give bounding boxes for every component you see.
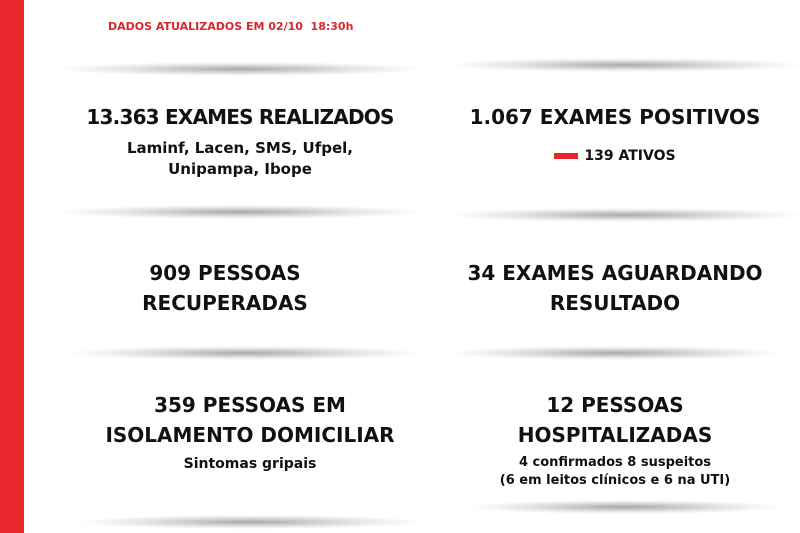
divider — [450, 208, 800, 222]
divider — [470, 500, 780, 514]
active-row — [440, 144, 790, 164]
card-hospitalized — [440, 390, 790, 490]
exams-sources — [60, 138, 420, 180]
divider — [450, 346, 780, 360]
active-count: 139 ATIVOS — [584, 148, 676, 164]
hospitalized-line2: HOSPITALIZADAS — [517, 423, 713, 447]
card-recovered — [55, 258, 395, 318]
isolation-note: Sintomas gripais — [183, 456, 317, 472]
hospitalized-line1: 12 PESSOAS — [546, 393, 684, 417]
card-exams-done — [60, 102, 420, 180]
isolation-line2: ISOLAMENTO DOMICILIAR — [105, 423, 395, 447]
hospitalized-detail1: 4 confirmados 8 suspeitos — [518, 455, 712, 470]
divider — [80, 515, 420, 529]
recovered-line2: RECUPERADAS — [142, 291, 308, 315]
divider — [60, 62, 420, 76]
recovered-line1: 909 PESSOAS — [149, 261, 301, 285]
update-timestamp: DADOS ATUALIZADOS EM 02/10 18:30h — [108, 20, 354, 33]
exams-sources-line1: Laminf, Lacen, SMS, Ufpel, — [126, 139, 353, 157]
exams-sources-line2: Unipampa, Ibope — [168, 160, 312, 178]
hospitalized-detail2: (6 em leitos clínicos e 6 na UTI) — [499, 473, 731, 488]
card-awaiting-results — [440, 258, 790, 318]
active-badge — [554, 148, 675, 164]
hospitalized-details — [440, 454, 790, 490]
exams-positive-title: 1.067 EXAMES POSITIVOS — [469, 105, 761, 129]
divider — [60, 205, 420, 219]
left-accent-bar — [0, 0, 24, 533]
isolation-line1: 359 PESSOAS EM — [154, 393, 346, 417]
card-exams-positive — [440, 102, 790, 164]
divider — [70, 346, 420, 360]
exams-done-title: 13.363 EXAMES REALIZADOS — [86, 105, 394, 129]
card-home-isolation — [60, 390, 440, 475]
awaiting-line2: RESULTADO — [549, 291, 681, 315]
divider — [450, 58, 800, 72]
awaiting-line1: 34 EXAMES AGUARDANDO — [467, 261, 763, 285]
red-dash-icon — [554, 153, 578, 159]
